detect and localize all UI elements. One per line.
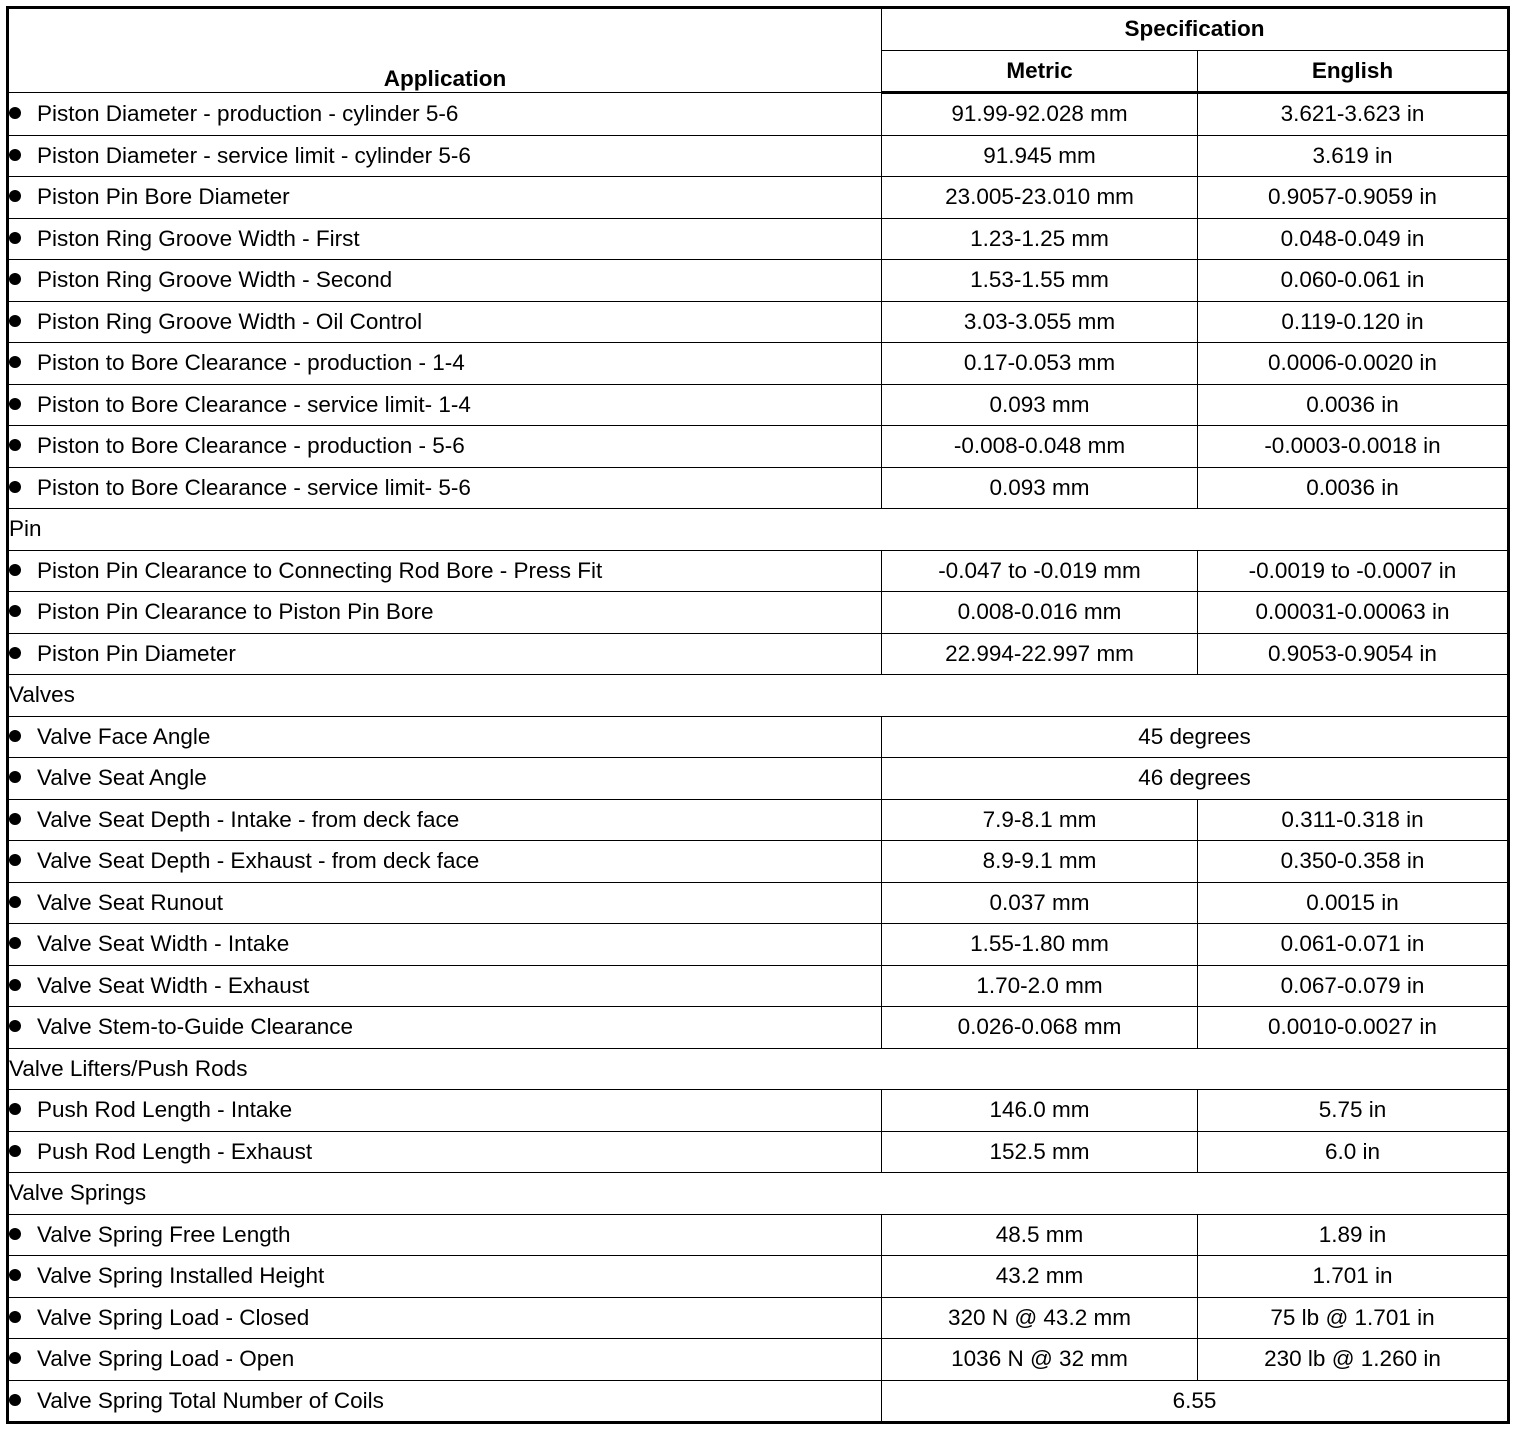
metric-value-cell: -0.047 to -0.019 mm	[882, 550, 1198, 592]
application-header: Application	[8, 8, 882, 93]
english-value-cell: 0.0036 in	[1198, 467, 1509, 509]
table-row	[8, 93, 1509, 136]
application-cell	[8, 841, 882, 883]
english-value-cell: 3.619 in	[1198, 135, 1509, 177]
bullet-icon	[9, 315, 21, 327]
english-value-cell: 0.067-0.079 in	[1198, 965, 1509, 1007]
table-row	[8, 1256, 1509, 1298]
bullet-icon	[9, 273, 21, 285]
bullet-icon	[9, 771, 21, 783]
english-value-cell: 0.311-0.318 in	[1198, 799, 1509, 841]
bullet-icon	[9, 896, 21, 908]
application-cell	[8, 1256, 882, 1298]
metric-value-cell: 22.994-22.997 mm	[882, 633, 1198, 675]
english-value-cell: 5.75 in	[1198, 1090, 1509, 1132]
application-label: Piston Pin Bore Diameter	[37, 184, 290, 210]
table-row	[8, 218, 1509, 260]
table-body	[8, 93, 1509, 1423]
metric-value-cell: 0.008-0.016 mm	[882, 592, 1198, 634]
application-cell	[8, 1297, 882, 1339]
english-value-cell: 0.0015 in	[1198, 882, 1509, 924]
table-row	[8, 135, 1509, 177]
application-cell	[8, 1214, 882, 1256]
english-value-cell: 0.060-0.061 in	[1198, 260, 1509, 302]
application-cell	[8, 343, 882, 385]
application-cell	[8, 93, 882, 136]
english-value-cell: 230 lb @ 1.260 in	[1198, 1339, 1509, 1381]
combined-value-cell: 46 degrees	[882, 758, 1509, 800]
bullet-icon	[9, 564, 21, 576]
application-cell	[8, 882, 882, 924]
application-cell	[8, 177, 882, 219]
application-cell	[8, 716, 882, 758]
table-row	[8, 1007, 1509, 1049]
table-row	[8, 1131, 1509, 1173]
application-label: Valve Spring Free Length	[37, 1221, 291, 1247]
metric-value-cell: 91.99-92.028 mm	[882, 93, 1198, 136]
combined-value-cell: 45 degrees	[882, 716, 1509, 758]
table-row	[8, 1214, 1509, 1256]
application-label: Piston Diameter - service limit - cylinder 5-6	[37, 142, 471, 168]
section-label: Valve Lifters/Push Rods	[8, 1048, 1509, 1090]
bullet-icon	[9, 232, 21, 244]
application-cell	[8, 1131, 882, 1173]
bullet-icon	[9, 481, 21, 493]
english-header: English	[1198, 50, 1509, 93]
application-cell	[8, 260, 882, 302]
table-row	[8, 924, 1509, 966]
application-label: Valve Spring Total Number of Coils	[37, 1387, 384, 1413]
application-cell	[8, 384, 882, 426]
application-cell	[8, 799, 882, 841]
bullet-icon	[9, 1352, 21, 1364]
application-cell	[8, 1380, 882, 1423]
metric-value-cell: 320 N @ 43.2 mm	[882, 1297, 1198, 1339]
metric-value-cell: 23.005-23.010 mm	[882, 177, 1198, 219]
bullet-icon	[9, 190, 21, 202]
metric-value-cell: 8.9-9.1 mm	[882, 841, 1198, 883]
english-value-cell: -0.0003-0.0018 in	[1198, 426, 1509, 468]
table-row	[8, 841, 1509, 883]
metric-value-cell: 43.2 mm	[882, 1256, 1198, 1298]
table-row	[8, 758, 1509, 800]
english-value-cell: 0.350-0.358 in	[1198, 841, 1509, 883]
english-value-cell: 0.048-0.049 in	[1198, 218, 1509, 260]
english-value-cell: 6.0 in	[1198, 1131, 1509, 1173]
metric-value-cell: 152.5 mm	[882, 1131, 1198, 1173]
section-label: Pin	[8, 509, 1509, 551]
table-row	[8, 1380, 1509, 1423]
bullet-icon	[9, 439, 21, 451]
application-cell	[8, 1007, 882, 1049]
bullet-icon	[9, 979, 21, 991]
english-value-cell: 75 lb @ 1.701 in	[1198, 1297, 1509, 1339]
table-row	[8, 965, 1509, 1007]
application-cell	[8, 1090, 882, 1132]
application-label: Piston Ring Groove Width - First	[37, 225, 360, 251]
metric-value-cell: 146.0 mm	[882, 1090, 1198, 1132]
english-value-cell: 0.119-0.120 in	[1198, 301, 1509, 343]
english-value-cell: 0.9057-0.9059 in	[1198, 177, 1509, 219]
bullet-icon	[9, 605, 21, 617]
application-label: Valve Stem-to-Guide Clearance	[37, 1014, 353, 1040]
english-value-cell: 1.89 in	[1198, 1214, 1509, 1256]
table-row	[8, 384, 1509, 426]
table-row	[8, 716, 1509, 758]
table-row	[8, 633, 1509, 675]
english-value-cell: 0.0006-0.0020 in	[1198, 343, 1509, 385]
bullet-icon	[9, 1103, 21, 1115]
application-label: Valve Seat Depth - Exhaust - from deck face	[37, 848, 480, 874]
application-label: Valve Seat Runout	[37, 889, 223, 915]
table-row	[8, 882, 1509, 924]
application-label: Piston Pin Clearance to Piston Pin Bore	[37, 599, 434, 625]
application-cell	[8, 592, 882, 634]
specification-table	[6, 6, 1510, 1424]
metric-value-cell: 0.026-0.068 mm	[882, 1007, 1198, 1049]
metric-value-cell: 1036 N @ 32 mm	[882, 1339, 1198, 1381]
metric-header: Metric	[882, 50, 1198, 93]
table-row	[8, 177, 1509, 219]
metric-value-cell: 1.23-1.25 mm	[882, 218, 1198, 260]
english-value-cell: 0.0010-0.0027 in	[1198, 1007, 1509, 1049]
english-value-cell: 0.0036 in	[1198, 384, 1509, 426]
english-value-cell: -0.0019 to -0.0007 in	[1198, 550, 1509, 592]
bullet-icon	[9, 813, 21, 825]
application-label: Piston Pin Diameter	[37, 640, 236, 666]
metric-value-cell: -0.008-0.048 mm	[882, 426, 1198, 468]
metric-value-cell: 0.037 mm	[882, 882, 1198, 924]
table-row	[8, 1090, 1509, 1132]
bullet-icon	[9, 937, 21, 949]
english-value-cell: 0.00031-0.00063 in	[1198, 592, 1509, 634]
specification-header: Specification	[882, 8, 1509, 51]
metric-value-cell: 0.093 mm	[882, 467, 1198, 509]
bullet-icon	[9, 1394, 21, 1406]
table-row	[8, 260, 1509, 302]
metric-value-cell: 1.70-2.0 mm	[882, 965, 1198, 1007]
english-value-cell: 0.9053-0.9054 in	[1198, 633, 1509, 675]
bullet-icon	[9, 1269, 21, 1281]
bullet-icon	[9, 1228, 21, 1240]
application-label: Valve Face Angle	[37, 723, 211, 749]
bullet-icon	[9, 1145, 21, 1157]
metric-value-cell: 48.5 mm	[882, 1214, 1198, 1256]
application-cell	[8, 218, 882, 260]
bullet-icon	[9, 647, 21, 659]
application-cell	[8, 1339, 882, 1381]
bullet-icon	[9, 107, 21, 119]
metric-value-cell: 91.945 mm	[882, 135, 1198, 177]
application-label: Valve Seat Width - Exhaust	[37, 972, 310, 998]
metric-value-cell: 0.17-0.053 mm	[882, 343, 1198, 385]
table-row	[8, 426, 1509, 468]
application-label: Piston to Bore Clearance - service limit- 1-4	[37, 391, 471, 417]
metric-value-cell: 1.53-1.55 mm	[882, 260, 1198, 302]
bullet-icon	[9, 149, 21, 161]
metric-value-cell: 0.093 mm	[882, 384, 1198, 426]
application-label: Valve Spring Load - Open	[37, 1346, 295, 1372]
application-label: Valve Spring Load - Closed	[37, 1304, 310, 1330]
table-row	[8, 592, 1509, 634]
application-cell	[8, 758, 882, 800]
section-row	[8, 1173, 1509, 1215]
table-row	[8, 1339, 1509, 1381]
combined-value-cell: 6.55	[882, 1380, 1509, 1423]
application-label: Piston to Bore Clearance - production - 5-6	[37, 433, 465, 459]
metric-value-cell: 7.9-8.1 mm	[882, 799, 1198, 841]
application-label: Valve Seat Angle	[37, 765, 207, 791]
bullet-icon	[9, 854, 21, 866]
table-row	[8, 343, 1509, 385]
application-label: Piston Ring Groove Width - Second	[37, 267, 393, 293]
application-cell	[8, 426, 882, 468]
application-label: Push Rod Length - Intake	[37, 1097, 293, 1123]
section-label: Valves	[8, 675, 1509, 717]
application-cell	[8, 633, 882, 675]
table-row	[8, 550, 1509, 592]
table-row	[8, 301, 1509, 343]
application-label: Piston Ring Groove Width - Oil Control	[37, 308, 423, 334]
application-label: Valve Seat Depth - Intake - from deck face	[37, 806, 460, 832]
application-label: Valve Seat Width - Intake	[37, 931, 290, 957]
application-label: Push Rod Length - Exhaust	[37, 1138, 313, 1164]
metric-value-cell: 1.55-1.80 mm	[882, 924, 1198, 966]
bullet-icon	[9, 398, 21, 410]
application-label: Piston to Bore Clearance - service limit- 5-6	[37, 474, 471, 500]
application-cell	[8, 135, 882, 177]
bullet-icon	[9, 730, 21, 742]
section-row	[8, 1048, 1509, 1090]
bullet-icon	[9, 1020, 21, 1032]
english-value-cell: 1.701 in	[1198, 1256, 1509, 1298]
application-cell	[8, 550, 882, 592]
application-cell	[8, 301, 882, 343]
application-label: Piston Pin Clearance to Connecting Rod Bore - Press Fit	[37, 557, 603, 583]
bullet-icon	[9, 1311, 21, 1323]
table-row	[8, 799, 1509, 841]
application-cell	[8, 467, 882, 509]
application-label: Piston to Bore Clearance - production - 1-4	[37, 350, 465, 376]
table-row	[8, 1297, 1509, 1339]
table-row	[8, 467, 1509, 509]
section-label: Valve Springs	[8, 1173, 1509, 1215]
section-row	[8, 675, 1509, 717]
metric-value-cell: 3.03-3.055 mm	[882, 301, 1198, 343]
bullet-icon	[9, 356, 21, 368]
english-value-cell: 0.061-0.071 in	[1198, 924, 1509, 966]
section-row	[8, 509, 1509, 551]
english-value-cell: 3.621-3.623 in	[1198, 93, 1509, 136]
application-label: Piston Diameter - production - cylinder 5-6	[37, 100, 459, 126]
application-cell	[8, 924, 882, 966]
application-label: Valve Spring Installed Height	[37, 1263, 325, 1289]
application-cell	[8, 965, 882, 1007]
